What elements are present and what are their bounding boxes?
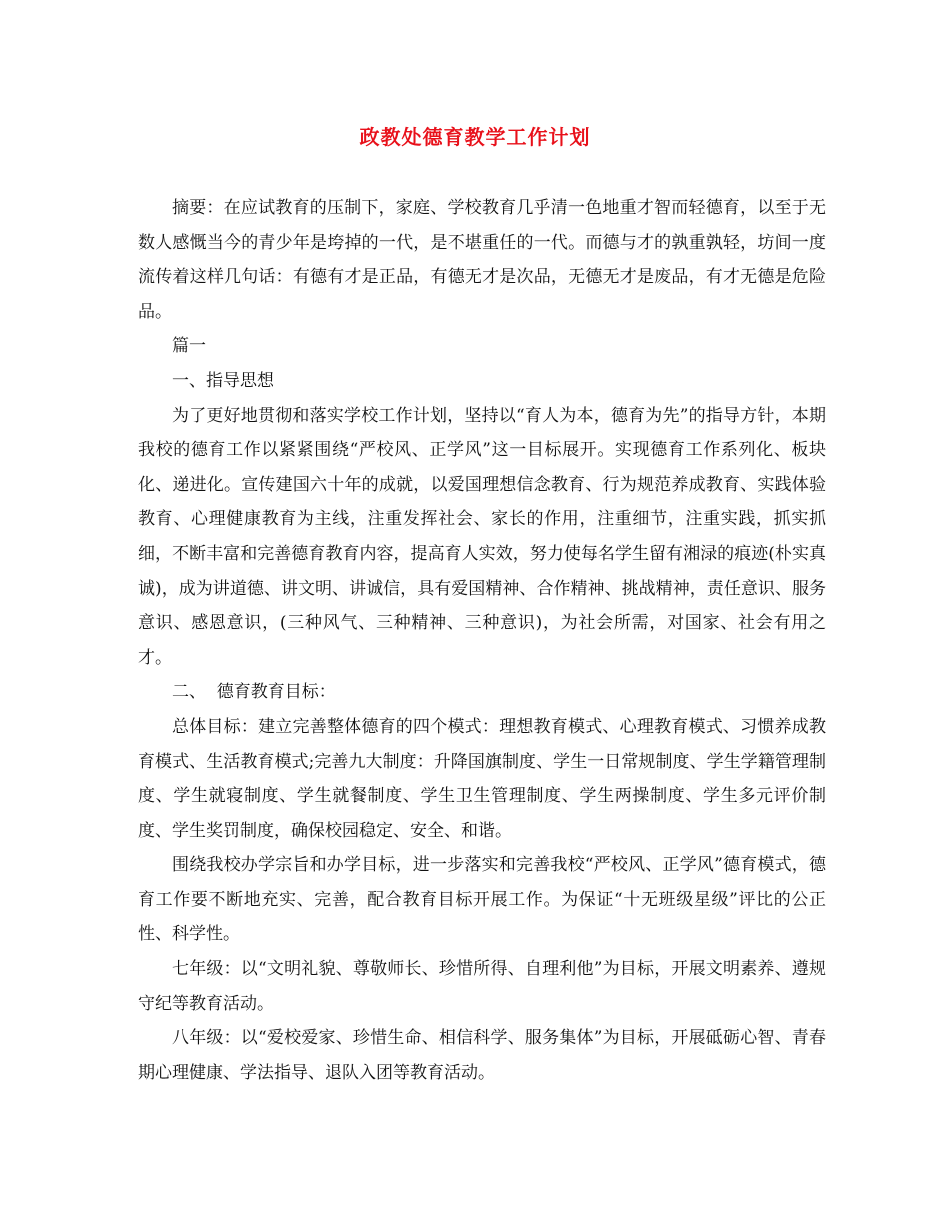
school-mission-paragraph: 围绕我校办学宗旨和办学目标，进一步落实和完善我校“严校风、正学风”德育模式，德育工作要不断地充实、完善，配合教育目标开展工作。为保证“十无班级星级”评比的公正性、科学性。 [138, 855, 826, 945]
heading-moral-goals: 二、 德育教育目标： [172, 682, 336, 703]
document-title: 政教处德育教学工作计划 [359, 125, 591, 149]
overall-goal-paragraph: 总体目标：建立完善整体德育的四个模式：理想教育模式、心理教育模式、习惯养成教育模式、生活教育模式;完善九大制度：升降国旗制度、学生一日常规制度、学生学籍管理制度、学生就寝制度、学生就餐制度、学生卫生管理制度、学生两操制度、学生多元评价制度、学生奖罚制度，确保校园稳定、安全、和谐。 [138, 716, 826, 841]
grade-eight-paragraph: 八年级：以“爱校爱家、珍惜生命、相信科学、服务集体”为目标，开展砥砺心智、青春期心理健康、学法指导、退队入团等教育活动。 [138, 1028, 826, 1083]
heading-guiding-ideology: 一、指导思想 [172, 370, 274, 391]
document-body [138, 191, 826, 1090]
abstract-paragraph: 摘要：在应试教育的压制下，家庭、学校教育几乎清一色地重才智而轻德育，以至于无数人感慨当今的青少年是垮掉的一代，是不堪重任的一代。而德与才的孰重孰轻，坊间一度流传着这样几句话：有德有才是正品，有德无才是次品，无德无才是废品，有才无德是危险品。 [138, 198, 826, 322]
section-label: 篇一 [172, 336, 206, 357]
grade-seven-paragraph: 七年级：以“文明礼貌、尊敬师长、珍惜所得、自理利他”为目标，开展文明素养、遵规守纪等教育活动。 [138, 959, 826, 1014]
guiding-ideology-paragraph: 为了更好地贯彻和落实学校工作计划，坚持以“育人为本，德育为先”的指导方针，本期我校的德育工作以紧紧围绕“严校风、正学风”这一目标展开。实现德育工作系列化、板块化、递进化。宣传建国六十年的成就，以爱国理想信念教育、行为规范养成教育、实践体验教育、心理健康教育为主线，注重发挥社会、家长的作用，注重细节，注重实践，抓实抓细，不断丰富和完善德育教育内容，提高育人实效，努力使每名学生留有湘渌的痕迹(朴实真诚)，成为讲道德、讲文明、讲诚信，具有爱国精神、合作精神、挑战精神，责任意识、服务意识、感恩意识，(三种风气、三种精神、三种意识)，为社会所需，对国家、社会有用之才。 [138, 405, 826, 668]
